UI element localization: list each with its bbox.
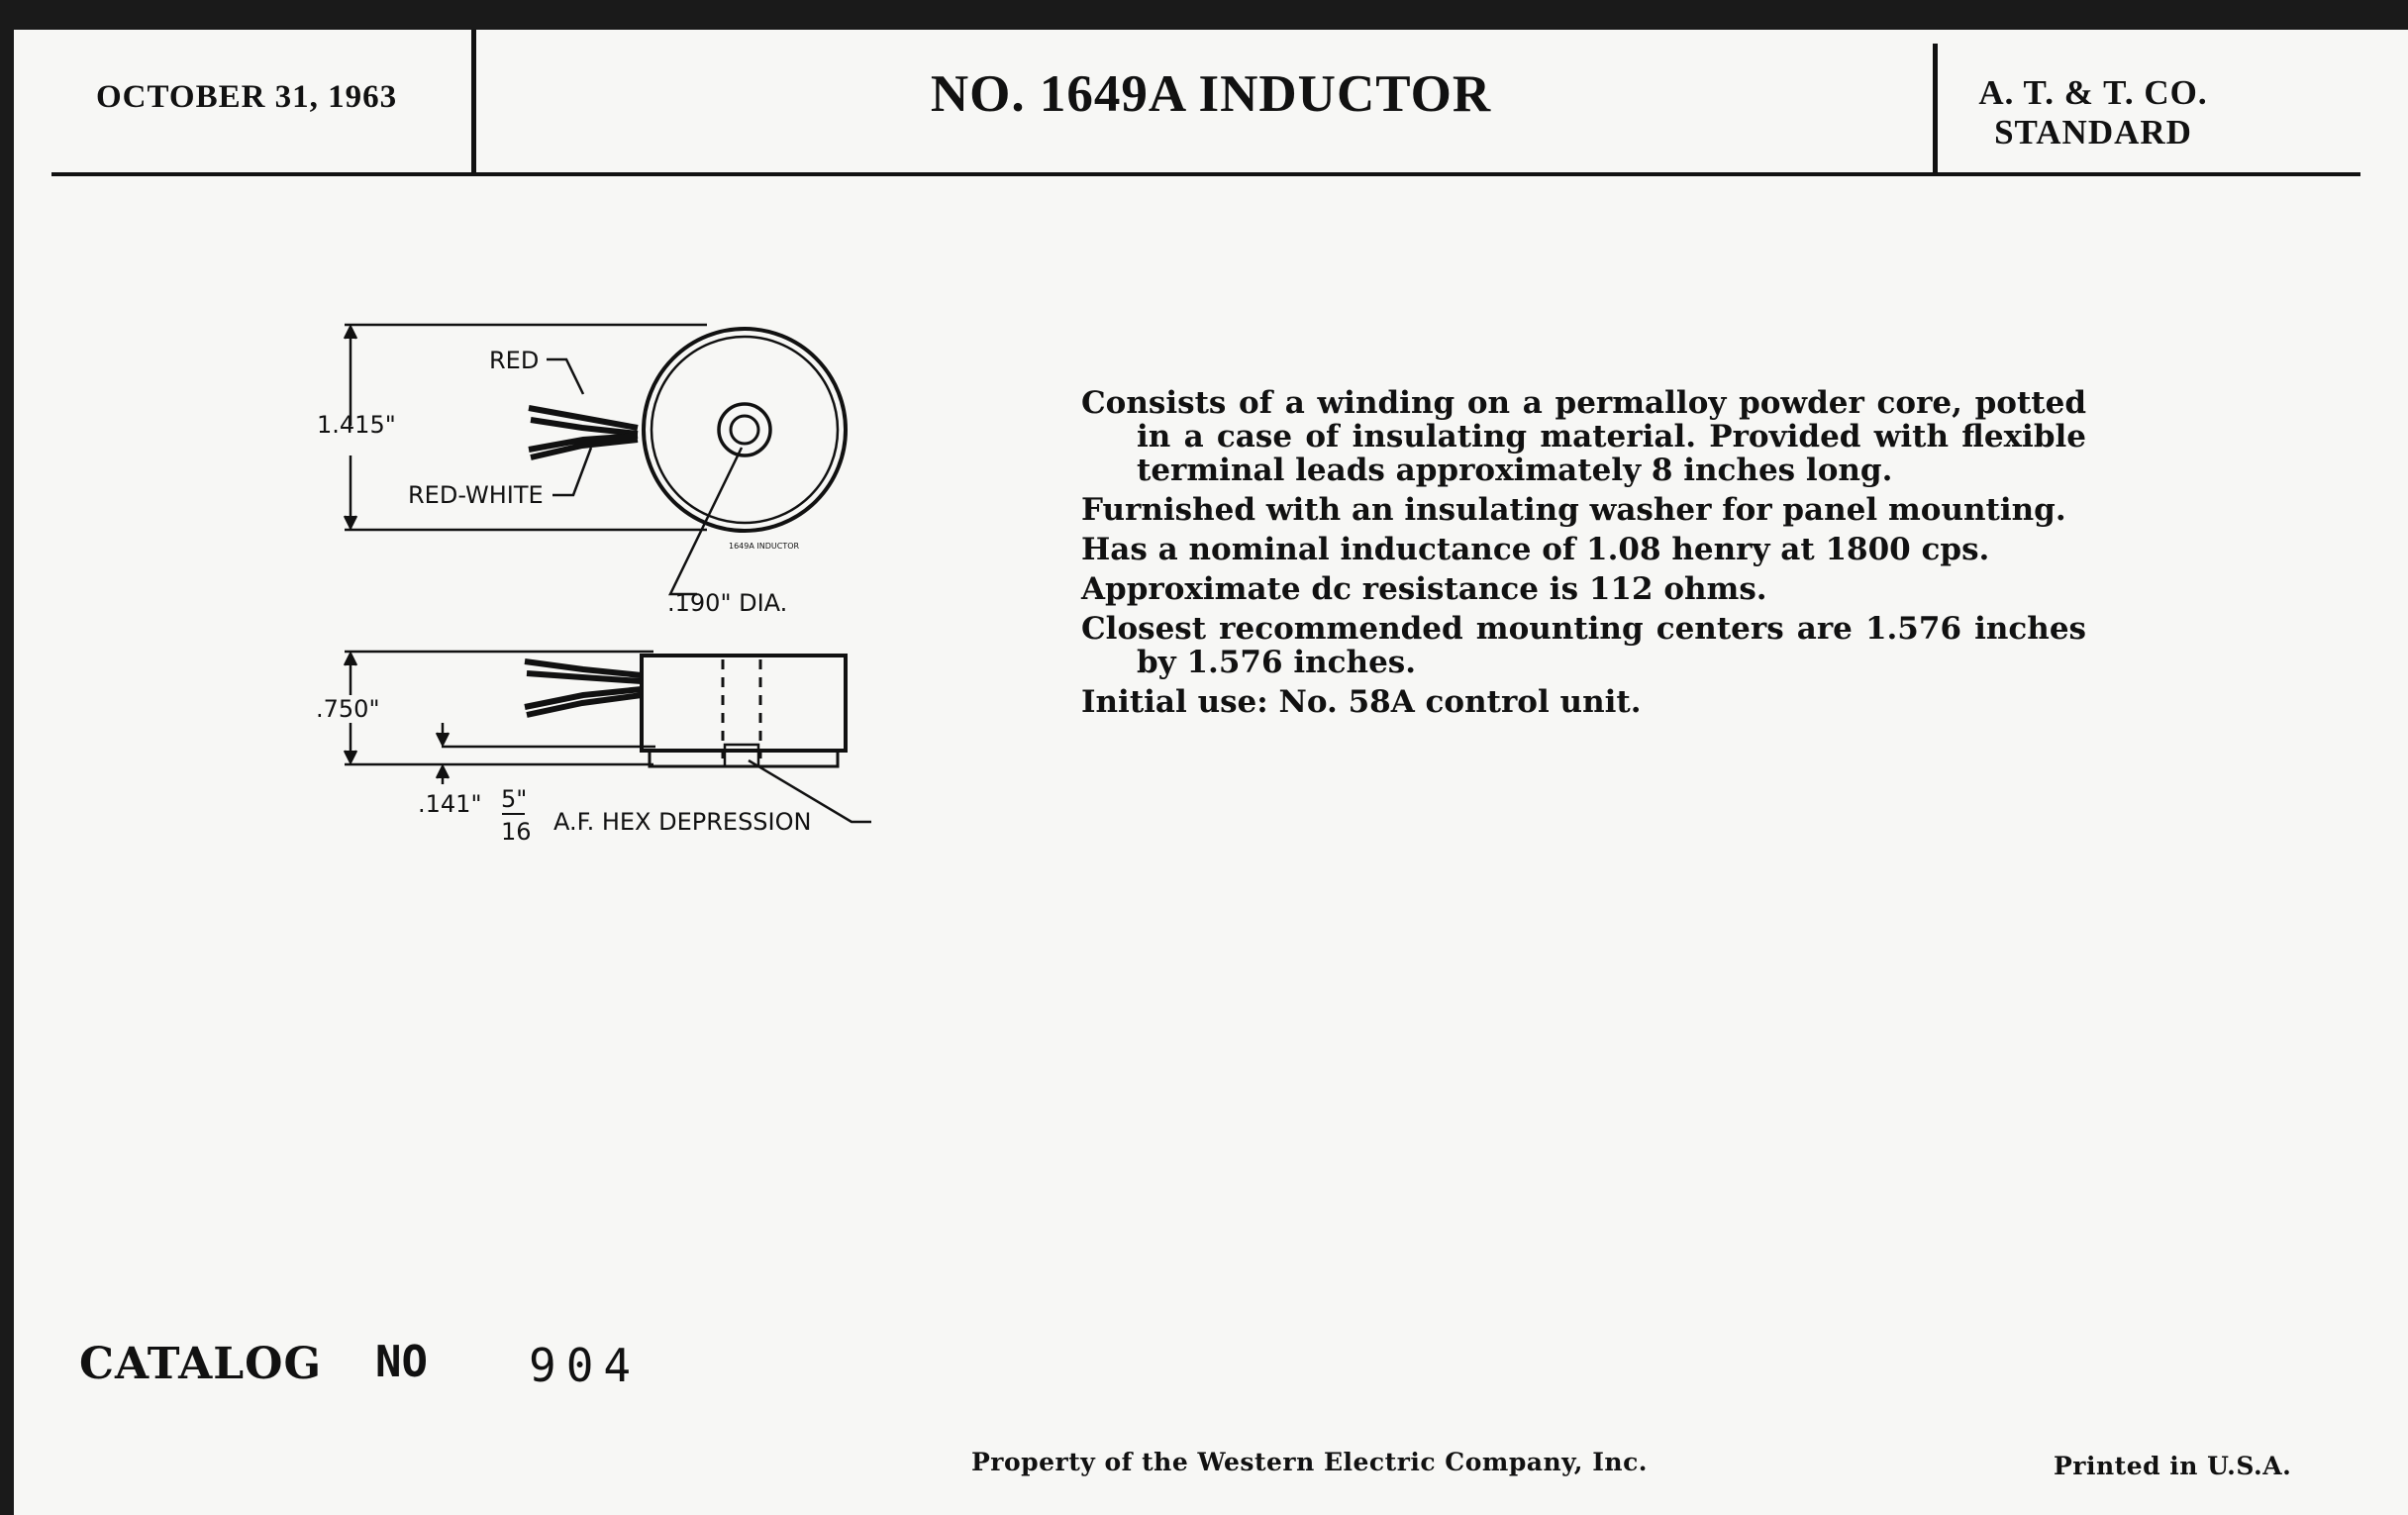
mounting-hole-outer bbox=[719, 404, 770, 455]
dim-washer-label: .141" bbox=[418, 790, 482, 818]
description-line: Has a nominal inductance of 1.08 henry at 1800 cps. bbox=[1081, 532, 1990, 567]
side-lead-upper bbox=[525, 661, 642, 681]
description-line: Closest recommended mounting centers are 1.576 inches by 1.576 inches. bbox=[1081, 611, 2086, 680]
description-line: Initial use: No. 58A control unit. bbox=[1081, 684, 1642, 720]
dim-thickness-label: .750" bbox=[316, 695, 380, 723]
dim-hole-label: .190" DIA. bbox=[667, 589, 788, 617]
inductor-body-inner bbox=[652, 337, 838, 523]
side-lead-lower bbox=[525, 689, 642, 715]
inductor-body-outer bbox=[644, 329, 846, 531]
description-line: Furnished with an insulating washer for panel mounting. bbox=[1081, 492, 2066, 528]
printed-notice: Printed in U.S.A. bbox=[2054, 1452, 2292, 1480]
washer bbox=[650, 751, 838, 766]
lead-red-label: RED bbox=[489, 347, 540, 374]
side-body bbox=[642, 656, 846, 751]
standard-org: A. T. & T. CO. bbox=[1978, 73, 2208, 112]
body-marking: 1649A INDUCTOR bbox=[729, 542, 800, 551]
fraction-numerator: 5" bbox=[501, 785, 528, 813]
hex-label: A.F. HEX DEPRESSION bbox=[553, 808, 812, 836]
description-line: Consists of a winding on a permalloy powder core, potted in a case of insulating material. Provided with flexible terminal leads approximately 8 inches long. bbox=[1081, 385, 2086, 488]
standard-word: STANDARD bbox=[1994, 113, 2192, 152]
mounting-hole-inner bbox=[731, 416, 758, 444]
description-block bbox=[1081, 386, 2086, 725]
fraction-denominator: 16 bbox=[501, 818, 532, 846]
spec-card bbox=[14, 30, 2408, 1515]
property-notice: Property of the Western Electric Company, Inc. bbox=[971, 1448, 1649, 1476]
lead-red-white-label: RED-WHITE bbox=[408, 481, 544, 509]
catalog-label: CATALOG bbox=[79, 1339, 323, 1389]
dim-height-label: 1.415" bbox=[317, 411, 396, 439]
catalog-number: 904 bbox=[529, 1339, 642, 1392]
catalog-no-label: NO bbox=[375, 1337, 428, 1387]
lead-upper bbox=[529, 408, 638, 434]
page-title: NO. 1649A INDUCTOR bbox=[930, 65, 1492, 123]
lead-lower bbox=[529, 436, 638, 457]
issue-date: OCTOBER 31, 1963 bbox=[96, 79, 398, 115]
description-line: Approximate dc resistance is 112 ohms. bbox=[1081, 571, 1767, 607]
inductor-drawing bbox=[14, 30, 2408, 1515]
